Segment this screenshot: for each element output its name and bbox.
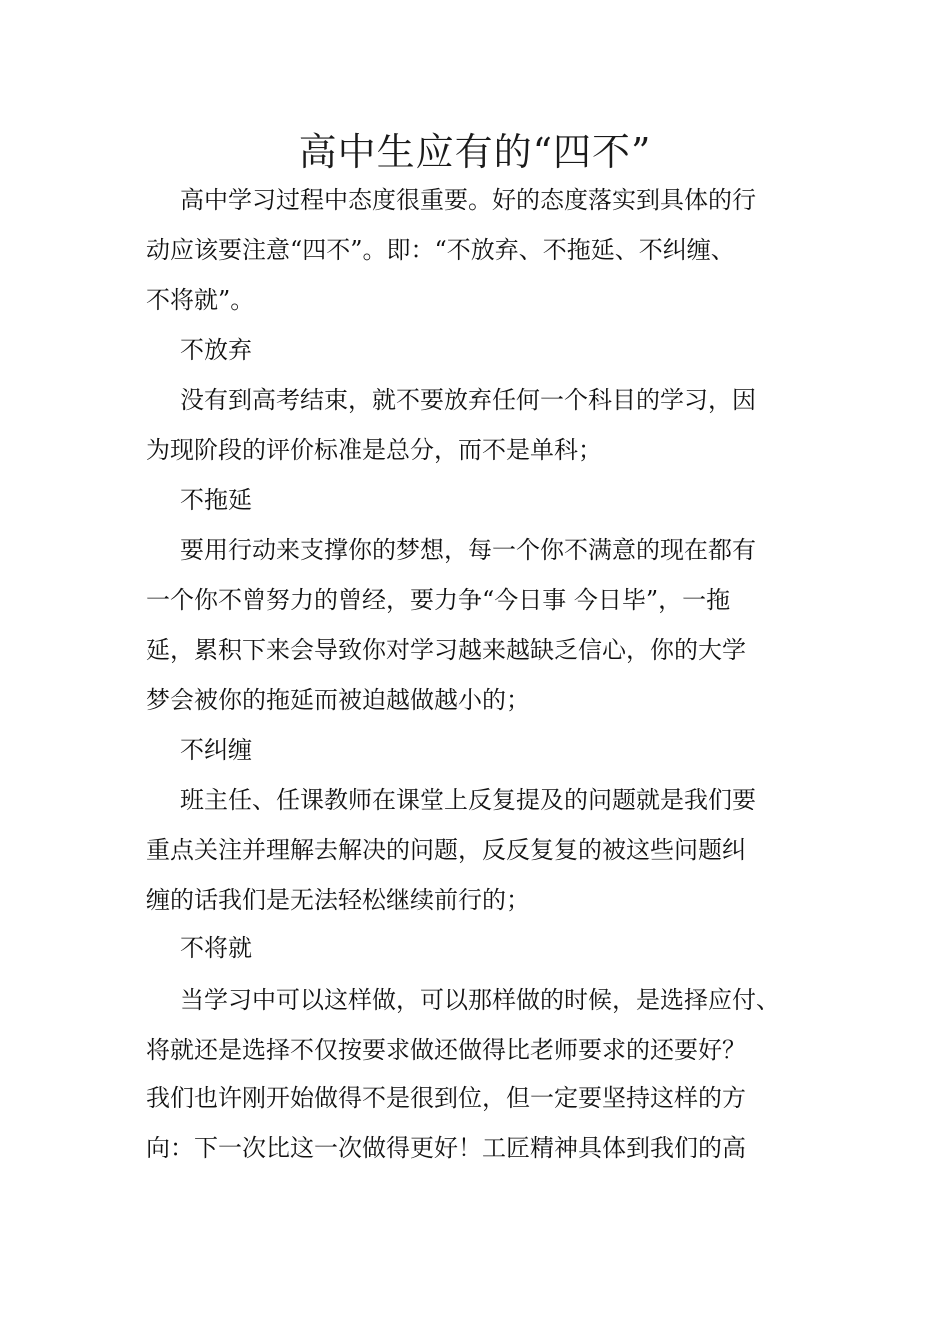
- intro-line-3: 不将就”。: [146, 286, 255, 314]
- document-title: 高中生应有的“四不”: [298, 130, 652, 174]
- intro-line-1: 高中学习过程中态度很重要。好的态度落实到具体的行: [180, 186, 756, 214]
- paragraph-line: 延，累积下来会导致你对学习越来越缺乏信心，你的大学: [146, 636, 746, 664]
- section-heading-no-compromise: 不将就: [180, 934, 252, 962]
- paragraph-line: 我们也许刚开始做得不是很到位，但一定要坚持这样的方: [146, 1084, 746, 1112]
- paragraph-line: 将就还是选择不仅按要求做还做得比老师要求的还要好？: [146, 1036, 746, 1064]
- paragraph-line: 重点关注并理解去解决的问题，反反复复的被这些问题纠: [146, 836, 746, 864]
- paragraph-line: 没有到高考结束，就不要放弃任何一个科目的学习，因: [180, 386, 756, 414]
- section-heading-no-delay: 不拖延: [180, 486, 252, 514]
- paragraph-line: 向：下一次比这一次做得更好！工匠精神具体到我们的高: [146, 1134, 746, 1162]
- paragraph-line: 当学习中可以这样做，可以那样做的时候，是选择应付、: [180, 986, 780, 1014]
- paragraph-line: 一个你不曾努力的曾经，要力争“今日事 今日毕”，一拖: [146, 586, 731, 614]
- paragraph-line: 要用行动来支撑你的梦想，每一个你不满意的现在都有: [180, 536, 756, 564]
- paragraph-line: 班主任、任课教师在课堂上反复提及的问题就是我们要: [180, 786, 756, 814]
- paragraph-line: 缠的话我们是无法轻松继续前行的；: [146, 886, 530, 914]
- section-heading-no-entangle: 不纠缠: [180, 736, 252, 764]
- intro-line-2: 动应该要注意“四不”。即：“不放弃、不拖延、不纠缠、: [146, 236, 735, 264]
- paragraph-line: 为现阶段的评价标准是总分，而不是单科；: [146, 436, 602, 464]
- paragraph-line: 梦会被你的拖延而被迫越做越小的；: [146, 686, 530, 714]
- section-heading-no-give-up: 不放弃: [180, 336, 252, 364]
